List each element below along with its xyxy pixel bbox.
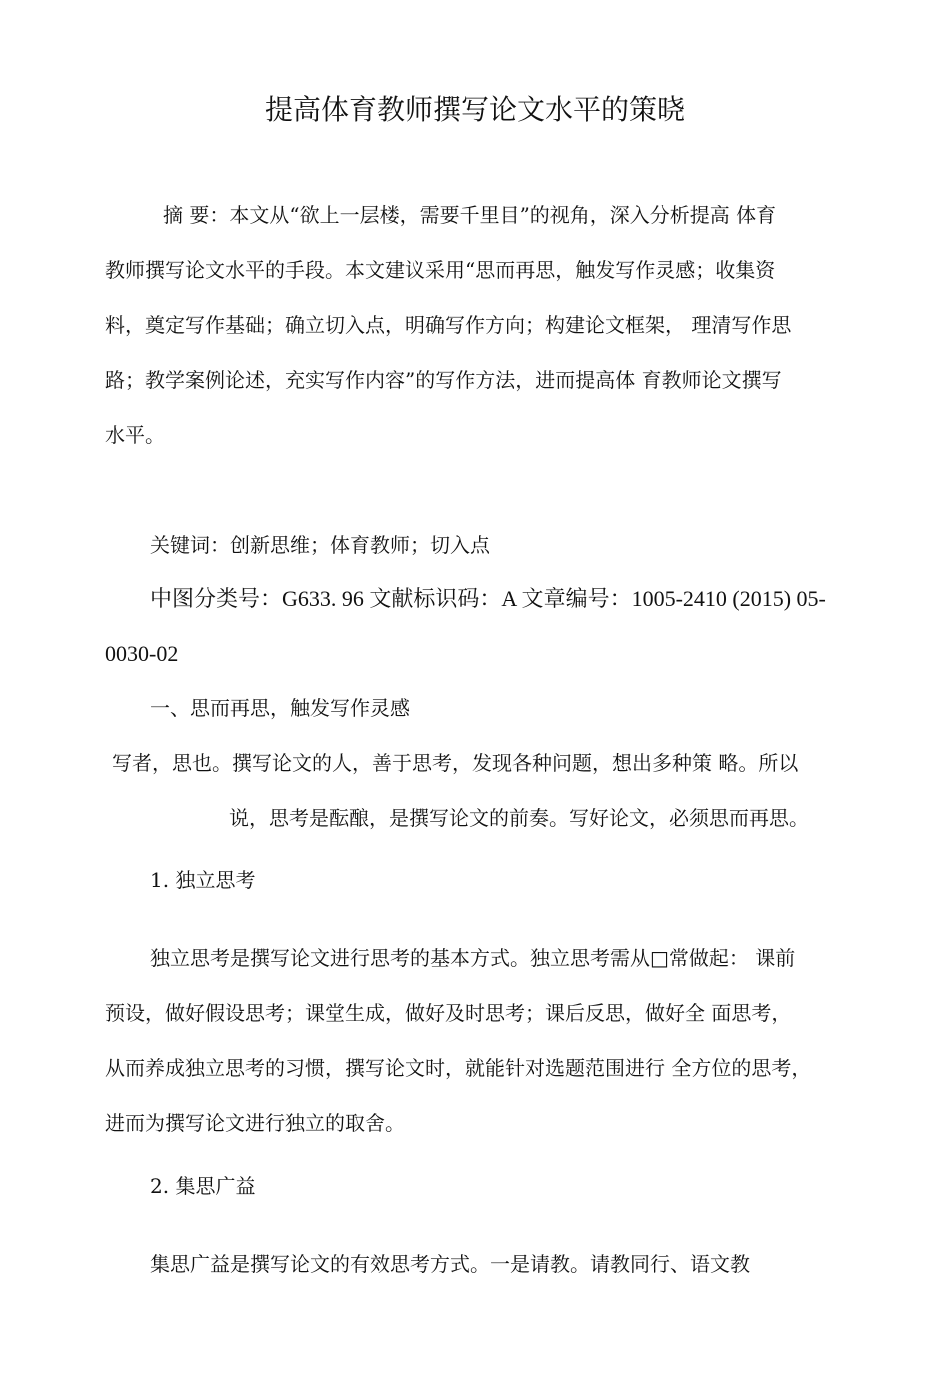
- paragraph-line: 独立思考是撰写论文进行思考的基本方式。独立思考需从□常做起： 课前: [150, 946, 796, 970]
- abstract-line: 路；教学案例论述，充实写作内容”的写作方法，进而提高体 育教师论文撰写: [105, 368, 782, 392]
- keywords: 关键词：创新思维；体育教师；切入点: [150, 533, 490, 557]
- paragraph-line: 从而养成独立思考的习惯，撰写论文时，就能针对选题范围进行 全方位的思考，: [105, 1056, 812, 1080]
- classification-line: 中图分类号：G633. 96 文献标识码：A 文章编号：1005-2410 (2015) 05-: [150, 586, 826, 611]
- paragraph-line: 说，思考是酝酿，是撰写论文的前奏。写好论文，必须思而再思。: [229, 806, 809, 830]
- abstract-line: 水平。: [105, 423, 165, 447]
- subsection-heading: 1. 独立思考: [150, 868, 256, 892]
- abstract-line: 料，奠定写作基础；确立切入点，明确写作方向；构建论文框架， 理清写作思: [105, 313, 792, 337]
- paragraph-line: 写者，思也。撰写论文的人，善于思考，发现各种问题，想出多种策 略。所以: [112, 751, 799, 775]
- abstract-line: 教师撰写论文水平的手段。本文建议采用“思而再思，触发写作灵感；收集资: [105, 258, 776, 282]
- paragraph-line: 集思广益是撰写论文的有效思考方式。一是请教。请教同行、语文教: [150, 1252, 750, 1276]
- paragraph-line: 预设，做好假设思考；课堂生成，做好及时思考；课后反思，做好全 面思考，: [105, 1001, 792, 1025]
- classification-line: 0030-02: [105, 641, 179, 666]
- abstract-line: 摘 要：本文从“欲上一层楼，需要千里目”的视角，深入分析提高 体育: [163, 203, 777, 227]
- document-title: 提高体育教师撰写论文水平的策晓: [264, 93, 685, 126]
- paragraph-line: 进而为撰写论文进行独立的取舍。: [105, 1111, 405, 1135]
- subsection-heading: 2. 集思广益: [150, 1174, 256, 1198]
- section-heading: 一、思而再思，触发写作灵感: [150, 696, 410, 720]
